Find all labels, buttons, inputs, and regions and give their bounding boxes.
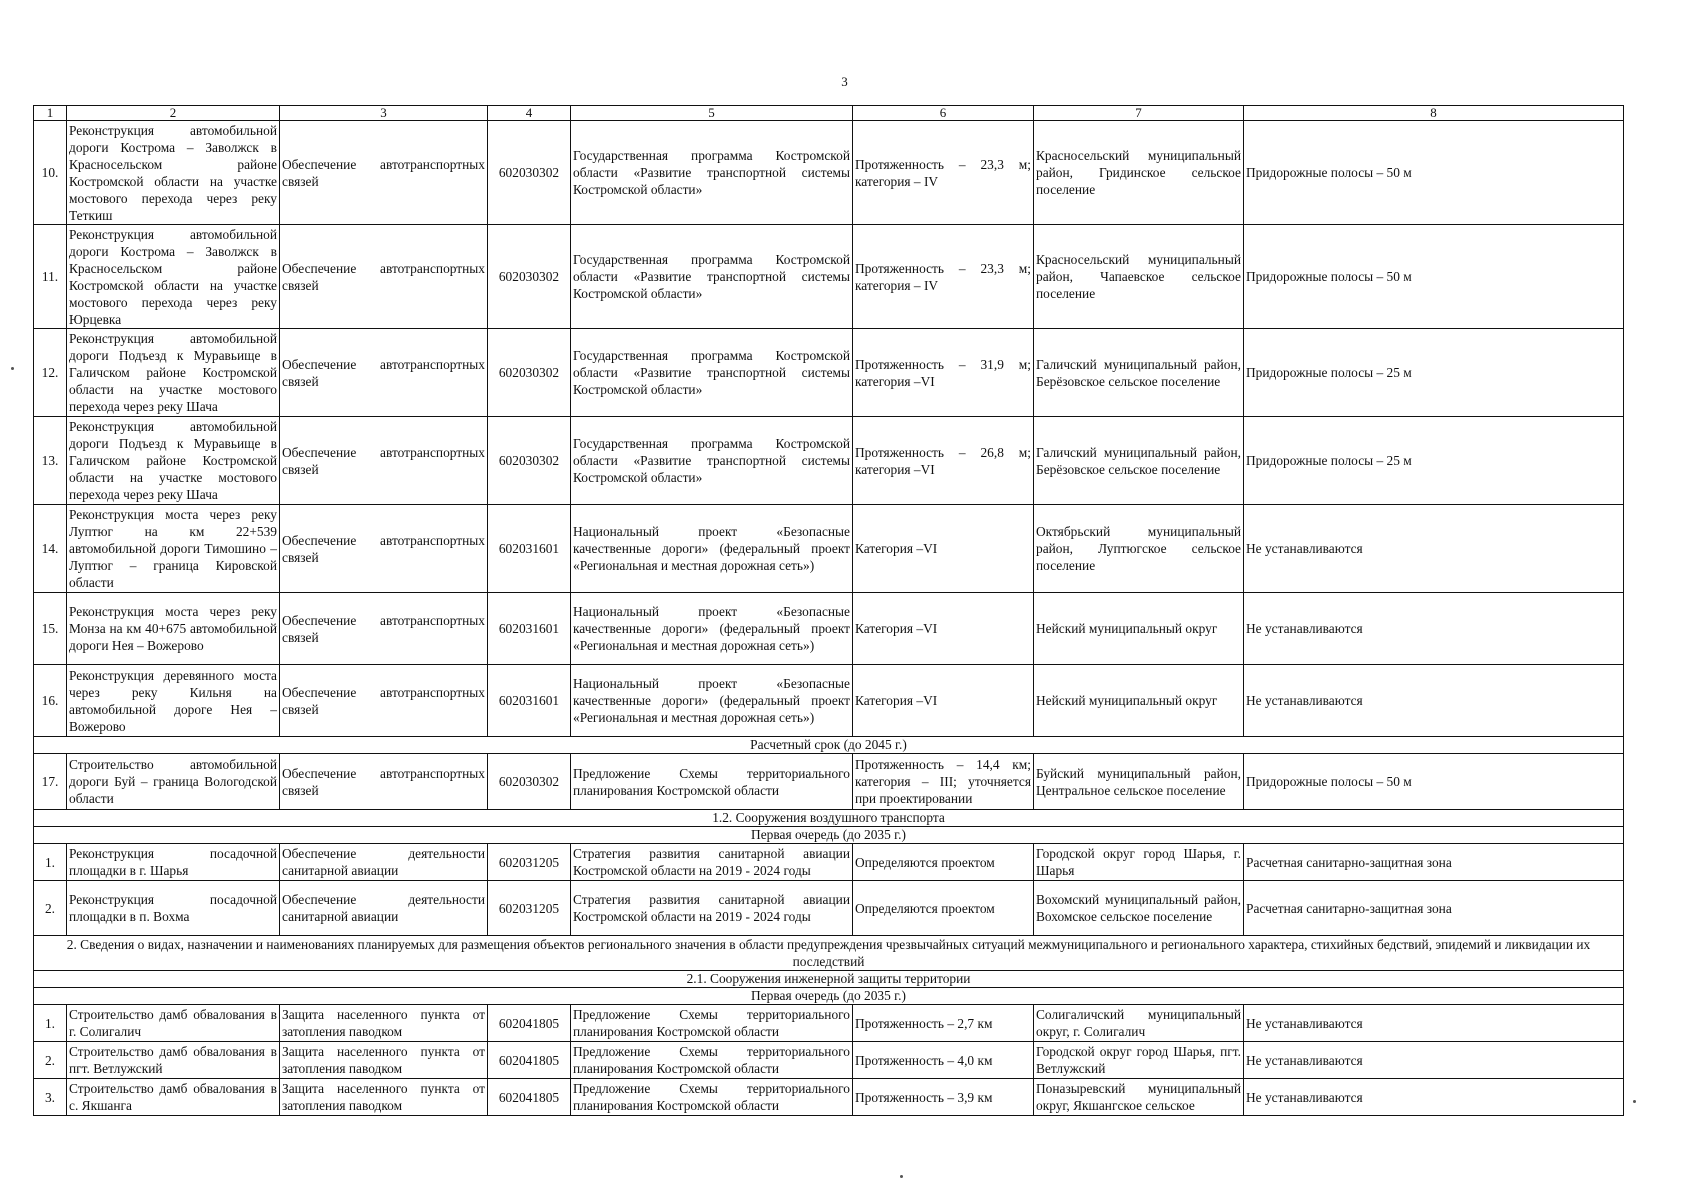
scan-speck [1633,1100,1636,1103]
object-characteristics: Определяются проектом [853,881,1034,936]
object-code: 602031601 [488,665,571,737]
section-banner [34,936,1624,971]
row-number: 1. [34,1005,67,1042]
object-purpose: Обеспечение автотранспортных связей [280,225,488,329]
object-characteristics: Протяженность – 14,4 км; категория – III; уточняется при проектировании [853,754,1034,810]
column-header: 7 [1034,106,1244,121]
object-zone: Придорожные полосы – 25 м [1244,329,1624,417]
object-name: Реконструкция автомобильной дороги Подъезд к Муравьище в Галичском районе Костромской области на участке мостового перехода через реку Шача [67,329,280,417]
object-code: 602041805 [488,1005,571,1042]
object-name: Реконструкция автомобильной дороги Кострома – Заволжск в Красносельском районе Костромской области на участке мостового перехода через реку Теткиш [67,121,280,225]
table-row [34,1042,1624,1079]
object-zone: Придорожные полосы – 50 м [1244,121,1624,225]
row-number: 17. [34,754,67,810]
object-zone: Не устанавливаются [1244,1042,1624,1079]
section-title [34,810,1624,827]
object-basis: Предложение Схемы территориального планирования Костромской области [571,1042,853,1079]
column-header: 1 [34,106,67,121]
object-location: Городской округ город Шарья, пгт. Ветлужский [1034,1042,1244,1079]
row-number: 16. [34,665,67,737]
row-number: 13. [34,417,67,505]
object-code: 602031601 [488,505,571,593]
object-basis: Стратегия развития санитарной авиации Костромской области на 2019 - 2024 годы [571,844,853,881]
object-name: Реконструкция автомобильной дороги Подъезд к Муравьище в Галичском районе Костромской области на участке мостового перехода через реку Шача [67,417,280,505]
object-zone: Не устанавливаются [1244,1079,1624,1116]
table-row [34,225,1624,329]
object-zone: Не устанавливаются [1244,505,1624,593]
object-code: 602030302 [488,225,571,329]
section-title [34,988,1624,1005]
column-header: 6 [853,106,1034,121]
object-characteristics: Категория –VI [853,665,1034,737]
object-name: Реконструкция моста через реку Монза на км 40+675 автомобильной дороги Нея – Вожерово [67,593,280,665]
table-row [34,754,1624,810]
object-basis: Национальный проект «Безопасные качественные дороги» (федеральный проект «Региональная и местная дорожная сеть») [571,505,853,593]
object-zone: Придорожные полосы – 25 м [1244,417,1624,505]
object-location: Буйский муниципальный район, Центральное сельское поселение [1034,754,1244,810]
object-basis: Предложение Схемы территориального планирования Костромской области [571,1005,853,1042]
object-location: Галичский муниципальный район, Берёзовское сельское поселение [1034,329,1244,417]
object-location: Красносельский муниципальный район, Гридинское сельское поселение [1034,121,1244,225]
object-zone: Расчетная санитарно-защитная зона [1244,844,1624,881]
table-row [34,1005,1624,1042]
column-header: 4 [488,106,571,121]
object-name: Реконструкция посадочной площадки в г. Шарья [67,844,280,881]
table-row [34,121,1624,225]
object-code: 602041805 [488,1042,571,1079]
object-location: Красносельский муниципальный район, Чапаевское сельское поселение [1034,225,1244,329]
section-title-text: Расчетный срок (до 2045 г.) [34,737,1624,754]
row-number: 2. [34,881,67,936]
section-title [34,971,1624,988]
object-name: Реконструкция посадочной площадки в п. Вохма [67,881,280,936]
object-purpose: Обеспечение автотранспортных связей [280,593,488,665]
object-location: Городской округ город Шарья, г. Шарья [1034,844,1244,881]
object-zone: Расчетная санитарно-защитная зона [1244,881,1624,936]
row-number: 2. [34,1042,67,1079]
object-location: Нейский муниципальный округ [1034,593,1244,665]
object-purpose: Обеспечение автотранспортных связей [280,417,488,505]
table-row [34,417,1624,505]
object-basis: Национальный проект «Безопасные качественные дороги» (федеральный проект «Региональная и местная дорожная сеть») [571,593,853,665]
object-code: 602030302 [488,329,571,417]
object-basis: Государственная программа Костромской области «Развитие транспортной системы Костромской области» [571,121,853,225]
object-basis: Государственная программа Костромской области «Развитие транспортной системы Костромской области» [571,329,853,417]
object-characteristics: Протяженность – 3,9 км [853,1079,1034,1116]
object-basis: Государственная программа Костромской области «Развитие транспортной системы Костромской области» [571,417,853,505]
object-basis: Стратегия развития санитарной авиации Костромской области на 2019 - 2024 годы [571,881,853,936]
object-basis: Предложение Схемы территориального планирования Костромской области [571,1079,853,1116]
object-name: Строительство дамб обвалования в г. Солигалич [67,1005,280,1042]
section-title-text: 2.1. Сооружения инженерной защиты территории [34,971,1624,988]
table-body [34,106,1624,1116]
section-title-text: Первая очередь (до 2035 г.) [34,827,1624,844]
object-location: Поназыревский муниципальный округ, Якшангское сельское [1034,1079,1244,1116]
object-code: 602030302 [488,121,571,225]
object-zone: Не устанавливаются [1244,665,1624,737]
row-number: 14. [34,505,67,593]
object-purpose: Обеспечение автотранспортных связей [280,505,488,593]
section-title-text: Первая очередь (до 2035 г.) [34,988,1624,1005]
object-purpose: Защита населенного пункта от затопления паводком [280,1005,488,1042]
object-code: 602030302 [488,754,571,810]
row-number: 15. [34,593,67,665]
object-characteristics: Категория –VI [853,505,1034,593]
section-title [34,737,1624,754]
object-purpose: Обеспечение автотранспортных связей [280,754,488,810]
object-characteristics: Категория –VI [853,593,1034,665]
object-characteristics: Протяженность – 23,3 м; категория – IV [853,121,1034,225]
table-row [34,505,1624,593]
table-row [34,844,1624,881]
object-purpose: Обеспечение автотранспортных связей [280,121,488,225]
planned-objects-table [33,105,1624,1116]
table-row [34,665,1624,737]
section-title [34,827,1624,844]
row-number: 1. [34,844,67,881]
object-zone: Не устанавливаются [1244,1005,1624,1042]
object-location: Октябрьский муниципальный район, Луптюгское сельское поселение [1034,505,1244,593]
column-header: 8 [1244,106,1624,121]
object-location: Галичский муниципальный район, Берёзовское сельское поселение [1034,417,1244,505]
object-name: Строительство автомобильной дороги Буй – граница Вологодской области [67,754,280,810]
object-name: Реконструкция автомобильной дороги Кострома – Заволжск в Красносельском районе Костромской области на участке мостового перехода через реку Юрцевка [67,225,280,329]
object-purpose: Обеспечение деятельности санитарной авиации [280,881,488,936]
object-characteristics: Протяженность – 23,3 м; категория – IV [853,225,1034,329]
object-name: Реконструкция моста через реку Луптюг на км 22+539 автомобильной дороги Тимошино – Луптюг – граница Кировской области [67,505,280,593]
object-code: 602031205 [488,844,571,881]
object-purpose: Защита населенного пункта от затопления паводком [280,1042,488,1079]
object-zone: Не устанавливаются [1244,593,1624,665]
table-row [34,593,1624,665]
object-name: Строительство дамб обвалования в с. Якшанга [67,1079,280,1116]
column-header: 5 [571,106,853,121]
object-purpose: Защита населенного пункта от затопления паводком [280,1079,488,1116]
object-name: Реконструкция деревянного моста через реку Кильня на автомобильной дороге Нея – Вожерово [67,665,280,737]
object-purpose: Обеспечение автотранспортных связей [280,329,488,417]
column-header: 2 [67,106,280,121]
object-basis: Государственная программа Костромской области «Развитие транспортной системы Костромской области» [571,225,853,329]
object-characteristics: Протяженность – 4,0 км [853,1042,1034,1079]
object-zone: Придорожные полосы – 50 м [1244,754,1624,810]
row-number: 10. [34,121,67,225]
section-banner-text: 2. Сведения о видах, назначении и наименованиях планируемых для размещения объектов регионального значения в области предупреждения чрезвычайных ситуаций межмуниципального и регионального характера, стихийных бедствий, эпидемий и ликвидации их последствий [34,936,1624,971]
object-zone: Придорожные полосы – 50 м [1244,225,1624,329]
object-code: 602031601 [488,593,571,665]
object-location: Солигаличский муниципальный округ, г. Солигалич [1034,1005,1244,1042]
object-characteristics: Определяются проектом [853,844,1034,881]
row-number: 3. [34,1079,67,1116]
page-number: 3 [841,74,848,89]
object-characteristics: Протяженность – 2,7 км [853,1005,1034,1042]
object-location: Вохомский муниципальный район, Вохомское сельское поселение [1034,881,1244,936]
object-location: Нейский муниципальный округ [1034,665,1244,737]
table-row [34,1079,1624,1116]
object-name: Строительство дамб обвалования в пгт. Ветлужский [67,1042,280,1079]
object-basis: Национальный проект «Безопасные качественные дороги» (федеральный проект «Региональная и местная дорожная сеть») [571,665,853,737]
object-purpose: Обеспечение автотранспортных связей [280,665,488,737]
row-number: 11. [34,225,67,329]
table-row [34,329,1624,417]
object-code: 602041805 [488,1079,571,1116]
column-header: 3 [280,106,488,121]
object-purpose: Обеспечение деятельности санитарной авиации [280,844,488,881]
table-row [34,881,1624,936]
object-characteristics: Протяженность – 31,9 м; категория –VI [853,329,1034,417]
object-basis: Предложение Схемы территориального планирования Костромской области [571,754,853,810]
object-code: 602030302 [488,417,571,505]
object-code: 602031205 [488,881,571,936]
section-title-text: 1.2. Сооружения воздушного транспорта [34,810,1624,827]
scan-speck [900,1175,903,1178]
scan-speck [11,367,14,370]
column-header-row [34,106,1624,121]
row-number: 12. [34,329,67,417]
object-characteristics: Протяженность – 26,8 м; категория –VI [853,417,1034,505]
